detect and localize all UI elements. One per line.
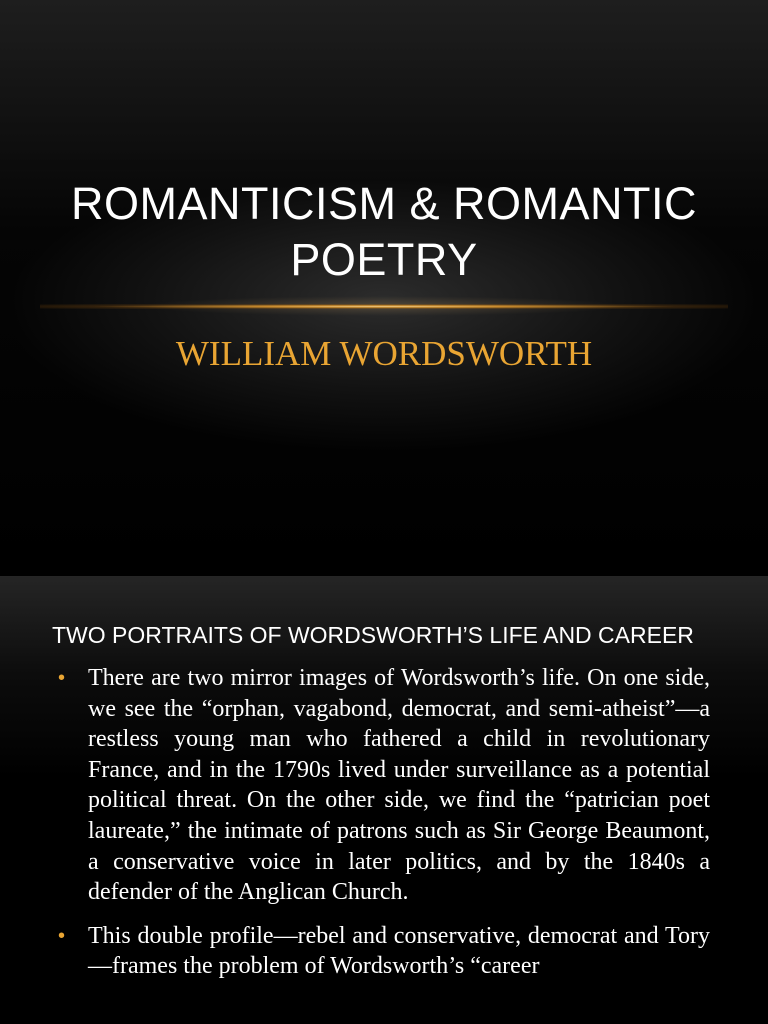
- bullet-text: This double profile—rebel and conservative, democrat and Tory—frames the problem of Wordsworth’s “career: [88, 922, 710, 980]
- gold-divider: [40, 304, 728, 309]
- bullet-text: There are two mirror images of Wordsworth’s life. On one side, we see the “orphan, vagabond, democrat, and semi-atheist”—a restless young man who fathered a child in revolutionary France, and in the 1790s lived under surveillance as a potential political threat. On the other side, we find the “patrician poet laureate,” the intimate of patrons such as Sir George Beaumont, a conservative voice in later politics, and by the 1840s a defender of the Anglican Church.: [88, 665, 710, 906]
- bullet-dot-icon: •: [58, 924, 66, 947]
- bullet-dot-icon: •: [58, 667, 66, 689]
- list-item: [58, 663, 710, 908]
- list-item: [58, 921, 710, 982]
- bullet-list: [58, 663, 710, 995]
- content-slide: [0, 576, 768, 1024]
- slide-heading: TWO PORTRAITS OF WORDSWORTH’S LIFE AND CAREER: [52, 622, 694, 648]
- slide-subtitle: WILLIAM WORDSWORTH: [175, 334, 593, 373]
- slide-title: ROMANTICISM & ROMANTIC POETRY: [71, 178, 697, 285]
